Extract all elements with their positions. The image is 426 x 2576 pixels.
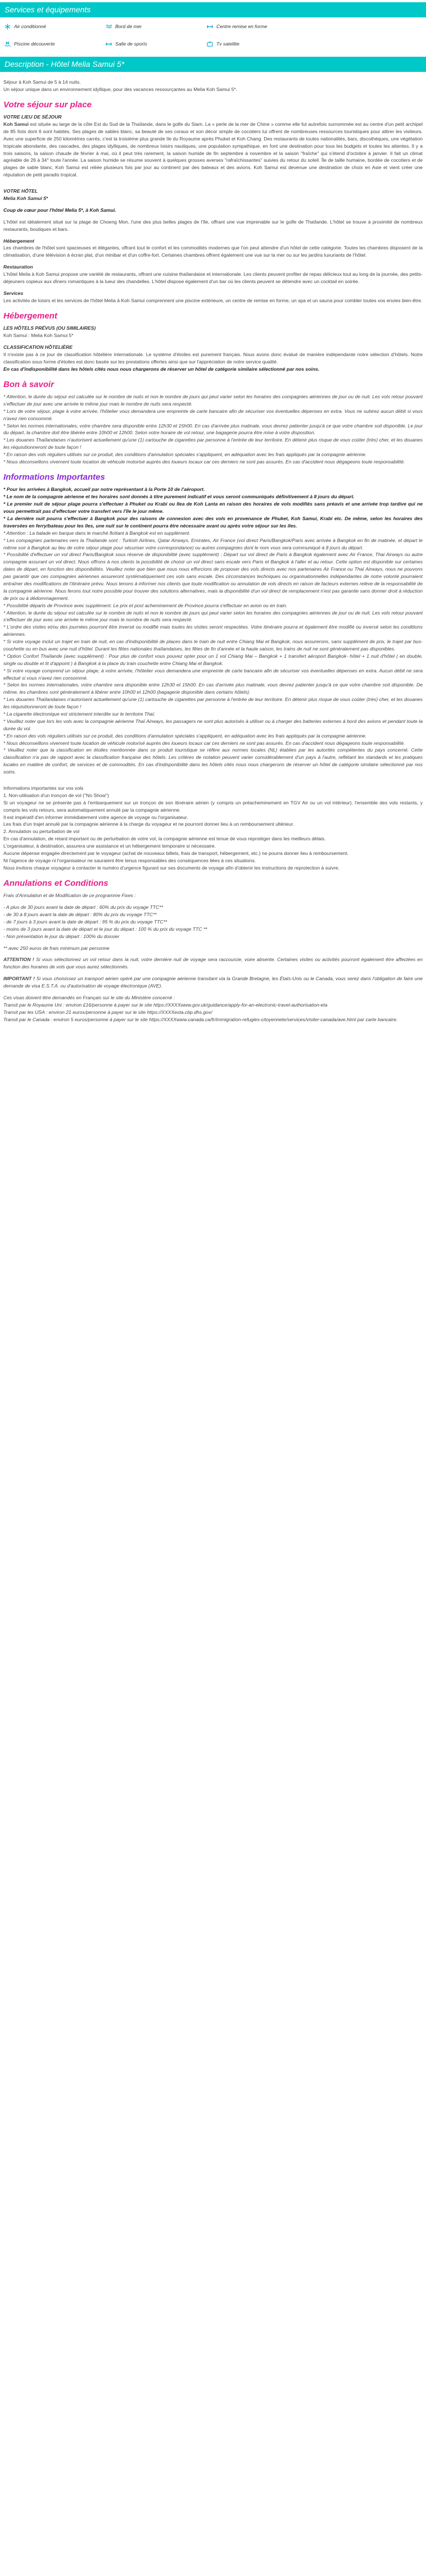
paragraph-indisponibilite: En cas d'indisponibilité dans les hôtels cités nous nous chargerons de réserver un hôtel de catégorie similaire sélectionné par nos soins. (3, 366, 320, 372)
annulation-list (3, 904, 423, 940)
vols-line: Aucune dépense engagée directement par le voyageur (achat de nouveaux billets, frais de transport, hébergement, etc.) ne pourra donner lieu à remboursement. (3, 850, 348, 857)
waves-icon (106, 24, 112, 30)
amenity-label: Bord de mer (115, 24, 142, 29)
paragraph-restauration: L'hôtel Melia à Koh Samui propose une variété de restaurants, offrant une cuisine thaïlandaise et internationale. Les clients peuvent profiter de repas délicieux tout au long de la journée, des petits-déjeuners copieux aux dîners romantiques à la lueur des chandelles. L'hôtel dispose également d'un bar où les clients peuvent se détendre avec un cocktail en soirée. (3, 271, 423, 284)
list-item: * Selon les normes internationales, votre chambre sera disponible entre 12h30 et 15h00. En cas d'arrivée plus matinale, vous devrez patienter jusqu'à ce que votre chambre soit disponible. De même, les chambres sont généralement à libérer entre 10h00 et 12h00 (bagagerie disponible dans certains hôtels). (3, 682, 423, 695)
vols-line: Si un voyageur ne se présente pas à l'embarquement sur un tronçon de son itinéraire aérien (y compris un préacheminement en TGV Air ou un vol intérieur), l'ensemble des vols restants, y compris les vols retours, sera automatiquement annulé par la compagnie aérienne. (3, 799, 423, 813)
koh-samui-text: est située au large de la côte Est du Sud de la Thaïlande, dans le golfe du Siam. La « perle de la mer de Chine » comme elle fut autrefois surnommée est au centre d'un petit archipel de 85 îlots dont 6 sont habités. Ses plages de sables blanc, sa beauté de ses coraux et son décor simple de cocotiers lui offrent de nombreuses ressources touristiques pour attirer les visiteurs. Avec une superficie de 250 kilomètres carrés, c'est la troisième plus grande île du Royaume après Phuket et Koh Chang. Des restaurants de toutes nationalités, bars, discothèques, une végétation tropicale abondante, des cascades, des plages idylliques, de nombreux loisirs nautiques, une population sympathique, en font une destination pour tous les budgets et toutes les attentes. Il y a trois saisons, la saison chaude de février à mai, où il peut très rarement, la saison humide de fin septembre à novembre et la saison "fraîche" qui s'étend d'octobre à janvier. Il fait un climat agréable de 26 à 34° toute l'année. La saison humide se résume souvent à quelques grosses averses "rafraîchissantes" suivies du retour du soleil. Île de taille humaine, bordée de cocotiers et de plages de sable blanc, Koh Samui est reliée plusieurs fois par jour au continent par des bateaux et des avions. Koh Samui est devenue une destination de choix en Asie et vient créer une réputation de petit paradis tropical. (3, 121, 423, 178)
list-item: * Nous déconseillons vivement toute location de véhicule motorisé auprès des loueurs locaux car ces derniers ne sont pas assurés. En cas d'accident nous dégageons toute responsabilité. (3, 459, 405, 465)
hotel-label: VOTRE HÔTEL (3, 188, 38, 194)
list-item: * Le nom de la compagnie aérienne et les horaires sont donnés à titre purement indicatif et vous seront communiqués définitivement à 8 jours du départ. (3, 494, 355, 500)
amenity-air-conditioning (4, 23, 89, 30)
amenity-label: Centre remise en forme (216, 24, 268, 29)
paragraph-services: Les activités de loisirs et les services de l'hôtel Melia à Koh Samui comprennent une piscine extérieure, un centre de remise en forme, un spa et un sauna pour combler toutes vos envies bien-être. (3, 297, 423, 303)
list-item: * Attention, le durée du séjour est calculée sur le nombre de nuits et non le nombre de jours qui peut varier selon les horaires des compagnies aériennes de jour ou de nuit. Les vols retour pouvant s'effectuer de jour avec une arrivée le même jour mais le nombre de nuits sera respecté. (3, 394, 423, 407)
list-item: - moins de 3 jours avant la date de départ et le jour du départ : 100 % du prix du voyage TTC ** (3, 926, 207, 932)
list-item: * En raison des vols réguliers utilisés sur ce produit, des conditions d'annulation spéciales s'appliquent, en adéquation avec les frais appliqués par la compagnie aérienne. (3, 732, 367, 739)
section-title-annulations: Annulations et Conditions (3, 878, 108, 888)
important-lead: IMPORTANT ! (3, 976, 35, 982)
informations-bold-list (3, 486, 423, 529)
paragraph-koh-samui (3, 121, 423, 179)
list-item: * Le premier nuit de séjour plage pourra s'effectuer à Phuket ou Krabi ou Ilea de Koh Lanta en raison des horaires de vols modifiés sans préavis et une arrivée trop tardive qui ne vous permettrait pas d'effectuer votre transfert vers l'île le jour même. (3, 501, 423, 515)
list-item: * Nous déconseillons vivement toute location de véhicule motorisé auprès des loueurs locaux car ces derniers ne sont pas assurés. En cas d'accident nous dégageons toute responsabilité. (3, 740, 405, 746)
list-item: * En raison des vols réguliers utilisés sur ce produit, des conditions d'annulation spéciales s'appliquent, en adéquation avec les frais appliqués par la compagnie aérienne. (3, 452, 367, 458)
subtitle-lieu: VOTRE LIEU DE SÉJOUR (3, 114, 62, 120)
snowflake-icon (4, 24, 11, 30)
vols-line: Nous invitons chaque voyageur à contacter le numéro d'urgence figurant sur ses documents de voyage afin d'obtenir les instructions de reprotection à suivre. (3, 864, 340, 871)
list-item: * Si votre voyage inclut un trajet en train de nuit, en cas d'indisponibilité de places dans le train de nuit entre Chiang Mai et Bangkok, nous assurerons, sans supplément de prix, le trajet par bus-couchette ou en bus avec une nuit d'hôtel. Durant les fêtes nationales thaïlandaises, les fêtes de fin d'année et la haute saison, les trains de nuit ne sont généralement pas disponibles. (3, 639, 423, 652)
visa-line: Transit par les USA : environ 21 euros/personne à payer sur le site https://XXXXesta.cbp.dhs.gov/ (3, 1009, 212, 1015)
attention-text: Si vous sélectionnez un vol retour dans la nuit, votre dernière nuit de voyage sera raccourcie, voire absente. Certaines visites ou activités pourront également être affectées en fonction des horaires de vols que vous aurez sélectionnés. (3, 957, 423, 970)
paragraph-classification: Il n'existe pas à ce jour de classification hôtelière internationale. Le système d'étoiles est purement français. Nous avons donc évalué de manière indépendante notre sélection d'hôtels. Notre classification sous forme d'étoiles est donc basée sur les prestations offertes ainsi que sur l'appréciation de notre service qualité. (3, 351, 423, 365)
list-item: * Veuillez noter que la classification en étoiles mentionnée dans ce produit touristique se réfère aux normes locales (NL) établies par les autorités compétentes du pays concerné. Cette classification n'a pas de rapport avec la classification française des hôtels. Les critères de notation peuvent varier considérablement d'un pays à l'autre, reflétant les standards et les pratiques locales en matière de confort, de services et de commodités. En cas d'indisponibilité dans les hôtels cités nous nous chargerons de réserver un hôtel de catégorie similaire sélectionné par nos soins. (3, 747, 423, 775)
dumbbell-icon (207, 24, 213, 30)
tv-icon (207, 41, 213, 47)
amenity-satellite-tv (207, 40, 291, 48)
important-text: Si vous choisissez un transport aérien opéré par une compagnie aérienne transitant via la Grande Bretagne, les États-Unis ou le Canada, vous serez dans l'obligation de faire une demande de visa E.S.T.A. ou d'autorisation de voyage électronique (AVE). (3, 976, 423, 989)
intro-line: Un séjour unique dans un environnement idyllique, pour des vacances ressourçantes au Melia Koh Samui 5*. (3, 86, 238, 92)
visa-line: Transit par le Royaume Uni : environ £16/personne à payer sur le site https://XXXXwww.gov.uk/guidance/apply-for-an-electronic-travel-authorisation-eta (3, 1002, 328, 1008)
list-item: * Veuillez noter que lors les vols avec la compagnie aérienne Thaï Airways, les passagers ne sont plus autorisés à utiliser ou à charger des batteries externes à bord des avions et pendant toute la durée du vol. (3, 718, 423, 731)
vols-line: En cas d'annulation, de retard important ou de perturbation de votre vol, la compagnie aérienne est tenue de vous reprotéger dans les meilleurs délais. (3, 836, 326, 842)
description-band: Description - Hôtel Melia Samui 5* (0, 57, 426, 72)
list-item: - A plus de 30 jours avant la date de départ : 60% du prix du voyage TTC** (3, 904, 164, 911)
pool-icon (4, 41, 11, 47)
services-band: Services et équipements (0, 2, 426, 17)
list-item: * La dernière nuit pourra s'effectuer à Bangkok pour des raisons de connexion avec des vols en provenance de Phuket, Koh Samui, Krabi etc. De même, selon les horaires des traversées en ferry/bateau pour les îles, une nuit sur le continent pourra être nécessaire avant ou après votre séjour sur les îles. (3, 515, 423, 529)
informations-list (3, 530, 423, 776)
intro-line: Séjour à Koh Samui de 5 à 14 nuits. (3, 79, 81, 85)
list-item: * Possibilité d'effectuer un vol direct Paris/Bangkok sous réserve de disponibilité (avec supplément) : Départ sur vol direct de Paris à Bangkok également avec Air France, Thai Airways ou autre compagnie assurant un vol direct. Nous offrons à nos clients la possibilité de choisir un vol direct sans escale vers Paris et Bangkok à l'aller et au retour. Cette option est disponible sur certaines dates de départ, en fonction des disponibilités. Veuillez noter que bien que nous nous efforcions de proposer des vols directs avec nos partenaires Air France ou Thaï Airways, nous ne pouvons pas garantir que ces compagnies aériennes assureront systématiquement ces vols sans escale. Des circonstances techniques ou organisationnelles indépendantes de notre volonté pourraient entraîner des modifications de l'itinéraire prévu. Nous tenons à informer nos clients que toute modification ou annulation de vols directs en raison de facteurs externes relève de la responsabilité de la compagnie aérienne. Nous ferons tout notre possible pour trouver des solutions alternatives, mais la disponibilité d'un vol direct de remplacement n'est pas garantie sans donner droit à réduction de prix ou à dédommagement. (3, 552, 423, 601)
attention-lead: ATTENTION ! (3, 957, 34, 963)
classification-label: CLASSIFICATION HÔTELIÈRE (3, 344, 73, 350)
list-item: - Non présentation le jour du départ : 100% du dossier (3, 933, 120, 939)
section-title-bon-a-savoir: Bon à savoir (3, 379, 55, 389)
amenity-label: Air conditionné (14, 24, 46, 29)
vols-line: 2. Annulation ou perturbation de vol (3, 829, 80, 835)
list-item: * Lors de votre séjour, plage à votre arrivée, l'hôtelier vous demandera une empreinte de carte bancaire afin de sécuriser vos éventuelles dépenses en extra. Vous ne subirez aucun débit si vous n'avez rien consommé. (3, 408, 423, 421)
list-item: * Les douanes Thaïlandaises n'autorisent actuellement qu'une (1) cartouche de cigarettes par personne à l'entrée de leur territoire. En détenir plus risque de vous coûter (très) cher, et les douanes les réquisitionneront de toute façon ! (3, 697, 423, 710)
list-item: - de 7 jours à 3 jours avant la date de départ : 95 % du prix du voyage TTC** (3, 918, 167, 925)
paragraph-hotel: L'hôtel est idéalement situé sur la plage de Choeng Mon, l'une des plus belles plages de l'île, offrant une vue imprenable sur le golfe de Thaïlande. L'hôtel se trouve à proximité de nombreux restaurants, boutiques et bars. (3, 219, 423, 232)
annulation-lead: Frais d'Annulation et de Modification de ce programme Fixes : (3, 893, 136, 899)
annulation-note: ** avec 250 euros de frais minimum par personne (3, 945, 110, 951)
list-item: * Attention, le durée du séjour est calculée sur le nombre de nuits et non le nombre de jours qui peut varier selon les horaires des compagnies aériennes de jour ou de nuit. Les vols retour pouvant s'effectuer de jour avec une arrivée le même jour mais le nombre de nuits sera respecté. (3, 609, 423, 623)
bon-a-savoir-list (3, 393, 423, 466)
hotels-line: Koh Samui : Melia Koh Samui 5* (3, 333, 74, 339)
section-title-hebergement: Hébergement (3, 311, 57, 321)
amenity-gym (106, 40, 190, 48)
heading-hebergement: Hébergement (3, 238, 34, 244)
amenity-outdoor-pool (4, 40, 89, 48)
amenity-fitness-center (207, 23, 291, 30)
page (0, 0, 426, 1023)
list-item: * La cigarette électronique est strictement interdite sur le territoire Thaï. (3, 711, 156, 717)
amenity-label: Tv satellite (216, 40, 240, 47)
dumbbell-icon (106, 41, 112, 47)
list-item: * L'ordre des visites et/ou des journées pourront être inversé ou modifié mais toutes les visites seront respectées. Votre itinéraire pourra et également être modifié ou inversé selon les conditions aériennes. (3, 624, 423, 638)
visa-line: Transit par le Canada : environ 5 euros/personne à payer sur le site https://XXXXwww.canada.ca/fr/immigration-refugies-citoyennete/services/visiter-canada/ave.html par carte bancaire. (3, 1016, 398, 1022)
vols-line: Ni l'agence de voyage ni l'organisateur ne sauraient être tenus responsables des conséquences liées à ces situations. (3, 857, 256, 863)
hotel-name: Melia Koh Samui 5* (3, 195, 48, 201)
amenity-label: Salle de sports (115, 40, 147, 47)
vols-line: Les frais d'un trajet annulé par la compagnie aérienne à la charge du voyageur et ne pourront donner lieu à un remboursement ultérieur. (3, 821, 294, 827)
hotels-label: LES HÔTELS PRÉVUS (OU SIMILAIRES) (3, 325, 96, 331)
heading-services: Services (3, 290, 24, 296)
list-item: * Attention : La balade en barque dans le marché flottant à Bangkok est en supplément. (3, 530, 191, 536)
vols-line: 1. Non-utilisation d'un tronçon de vol ("No Show") (3, 792, 109, 798)
list-item: - de 30 à 8 jours avant la date de départ : 80% du prix du voyage TTC** (3, 912, 157, 917)
important-paragraph (3, 975, 423, 990)
heading-restauration: Restauration (3, 264, 33, 270)
list-item: * Selon les normes internationales, votre chambre sera disponible entre 12h30 et 15h00. En cas d'arrivée plus matinale, vous devrez patienter jusqu'à ce que votre chambre soit disponible. Le jour du départ, la chambre doit être libérée entre 10h00 et 12h00. Selon votre horaire de vol retour, une bagagerie pourra être mise à votre disposition. (3, 422, 423, 436)
description-content (0, 72, 426, 1023)
list-item: * Si votre voyage comprend un séjour plage, à votre arrivée, l'hôtelier vous demandera une empreinte de carte bancaire afin de sécuriser vos éventuelles dépenses en extra. Aucun débit ne sera effectué si vous n'avez rien consommé. (3, 667, 423, 681)
coup-de-coeur: Coup de cœur pour l'hôtel Melia 5*, à Koh Samui. (3, 207, 116, 213)
list-item: * Pour les arrivées à Bangkok, accueil par notre représentant à la Porte 10 de l'aéroport. (3, 486, 205, 493)
amenity-label: Piscine découverte (14, 40, 55, 47)
koh-samui-lead: Koh Samui (3, 121, 29, 127)
attention-paragraph (3, 956, 423, 971)
section-title-informations: Informations Importantes (3, 472, 105, 482)
visa-block (3, 994, 423, 1023)
vols-line: L'organisateur, à destination, assurera une assistance et un hébergement temporaire si nécessaire. (3, 843, 216, 849)
amenity-seaside (106, 23, 190, 30)
paragraph-hebergement: Les chambres de l'hôtel sont spacieuses et élégantes, offrant tout le confort et les commodités modernes que l'on peut attendre d'un hôtel de cette catégorie. Toutes les chambres disposent de la climatisation, d'une télévision à écran plat, d'un minibar et d'un coffre-fort. Certaines chambres offrent également une vue sur la mer ou sur les jardins luxuriants de l'hôtel. (3, 245, 423, 258)
vols-block (3, 792, 423, 872)
amenities-grid (0, 17, 426, 57)
list-item: * Les compagnies partenaires vers la Thaïlande sont : Turkish Airlines, Qatar Airways, Emirates, Air France (vol direct Paris/Bangkok/Paris avec arrivée à Bangkok en fin de matinée, et départ le même soir à Bangkok au lieu de votre séjour plage pour sécuriser votre correspondance) ou autres compagnies dont le nom vous sera communiqué à 8 jours du départ. (3, 537, 423, 550)
vols-line: Il est impératif d'en informer immédiatement votre agence de voyage ou l'organisateur. (3, 814, 188, 820)
list-item: * Les douanes Thaïlandaises n'autorisent actuellement qu'une (1) cartouche de cigarettes par personne à l'entrée de leur territoire. En détenir plus risque de vous coûter (très) cher, et les douanes les réquisitionneront de toute façon ! (3, 437, 423, 450)
vols-title: Informations importantes sur vos vols (3, 785, 84, 791)
visa-line: Ces visas doivent être demandés en Français sur le site du Ministère concerné : (3, 995, 175, 1001)
list-item: * Option Confort Thaïlande (avec supplément) : Pour plus de confort vous pouvez opter pour un 1 vol Chiang Mai – Bangkok + 1 transfert aéroport Bangkok- hôtel + 1 nuit d'hôtel ( en double, single ou double et lit d'appoint ) à Bangkok à la place du train couchette entre Chiang Mai et Bangkok. (3, 653, 423, 666)
section-title-votre-sejour: Votre séjour sur place (3, 99, 92, 110)
list-item: * Possibilité départs de Province avec supplément. Le prix et post acheminement de Province pourra s'effectuer en avion ou en train. (3, 602, 288, 608)
